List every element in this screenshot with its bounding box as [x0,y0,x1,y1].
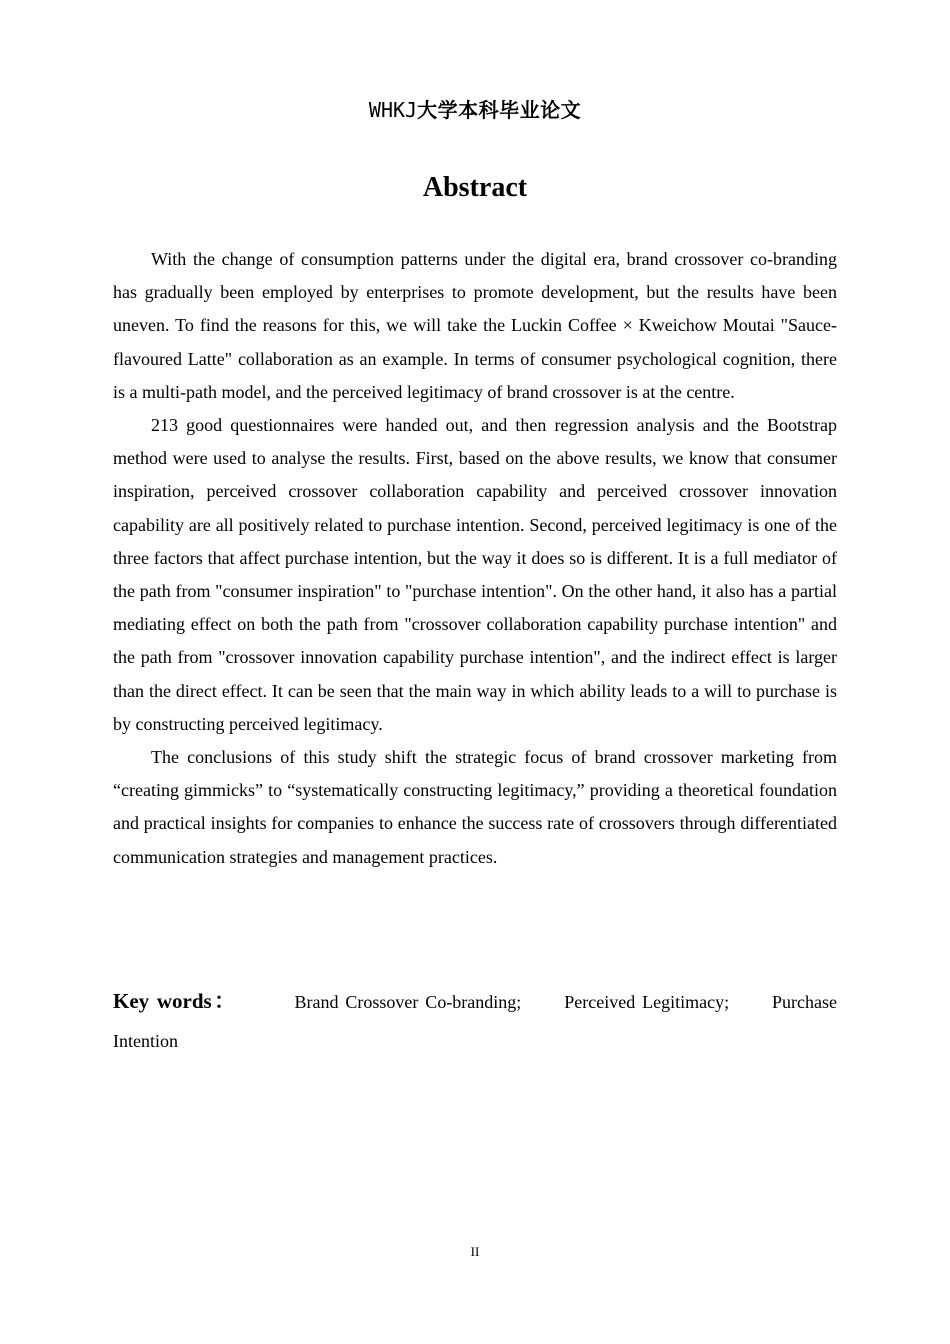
abstract-body [113,243,837,874]
keywords-label: Key words： [113,989,238,1013]
page-number: II [470,1244,480,1259]
abstract-paragraph: The conclusions of this study shift the strategic focus of brand crossover marketing from “creating gimmicks” to “systematically constructing legitimacy,” providing a theoretical foundation and practical insights for companies to enhance the success rate of crossovers through differentiated communication strategies and management practices. [113,747,837,867]
page-title: Abstract [422,172,528,203]
running-header [0,97,950,123]
keyword-item: Purchase Intention [113,992,838,1051]
abstract-paragraph: With the change of consumption patterns under the digital era, brand crossover co-branding has gradually been employed by enterprises to promote development, but the results have been uneven. To find the reasons for this, we will take the Luckin Coffee × Kweichow Moutai "Sauce-flavoured Latte" collaboration as an example. In terms of consumer psychological cognition, there is a multi-path model, and the perceived legitimacy of brand crossover is at the centre. [113,249,837,402]
header-institution-code: WHKJ [368,98,418,122]
keyword-item: Brand Crossover Co-branding; [294,992,522,1012]
header-thesis-type: 大学本科毕业论文 [417,98,582,122]
abstract-paragraph: 213 good questionnaires were handed out, and then regression analysis and the Bootstrap method were used to analyse the results. First, based on the above results, we know that consumer inspiration, perceived crossover collaboration capability and perceived crossover innovation capability are all positively related to purchase intention. Second, perceived legitimacy is one of the three factors that affect purchase intention, but the way it does so is different. It is a full mediator of the path from "consumer inspiration" to "purchase intention". On the other hand, it also has a partial mediating effect on both the path from "crossover collaboration capability purchase intention" and the path from "crossover innovation capability purchase intention", and the indirect effect is larger than the direct effect. It can be seen that the main way in which ability leads to a will to purchase is by constructing perceived legitimacy. [113,415,837,734]
keyword-item: Perceived Legitimacy; [564,992,730,1012]
keywords-section [113,982,837,1061]
